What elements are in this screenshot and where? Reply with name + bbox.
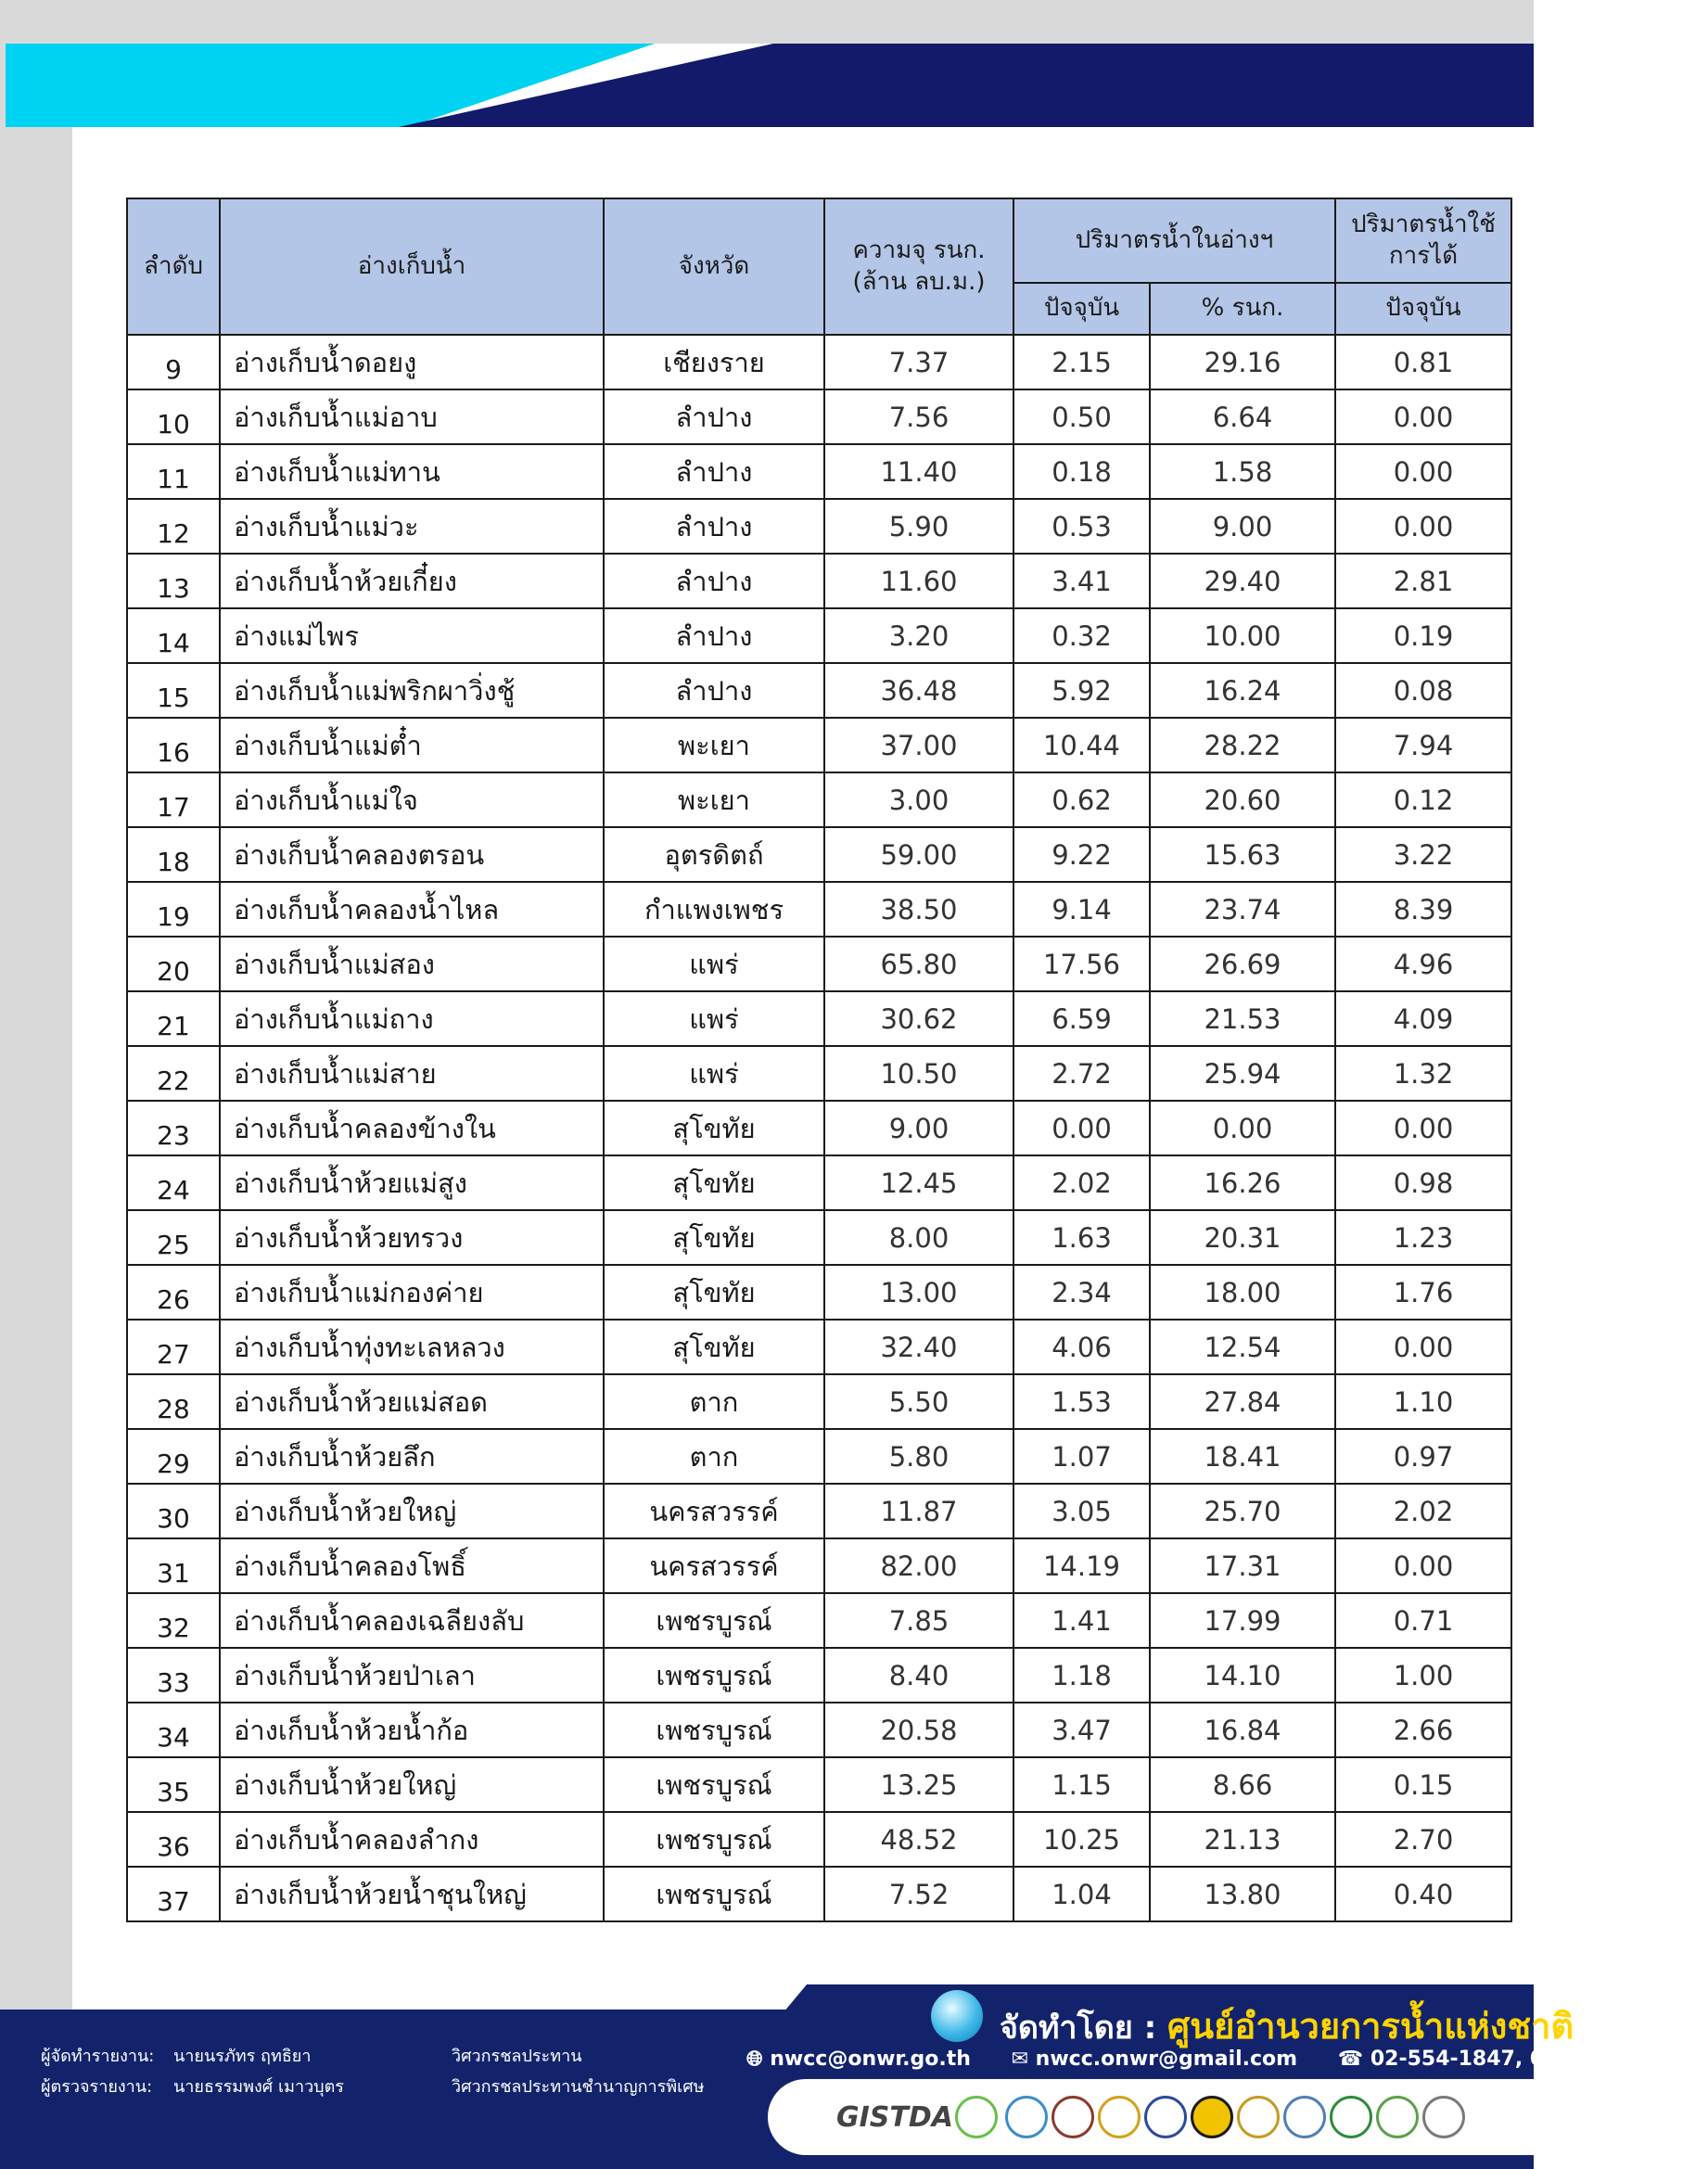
cell-volume: 2.34 — [1013, 1265, 1150, 1320]
cell-volume: 4.06 — [1013, 1320, 1150, 1374]
cell-percent: 10.00 — [1150, 608, 1335, 663]
cell-percent: 16.26 — [1150, 1155, 1335, 1210]
cell-capacity: 3.00 — [824, 772, 1013, 827]
header-province: จังหวัด — [604, 198, 824, 335]
cell-usable: 0.12 — [1335, 772, 1511, 827]
cell-index: 27 — [127, 1320, 220, 1374]
header-usable-current: ปัจจุบัน — [1335, 283, 1511, 335]
cell-volume: 1.53 — [1013, 1374, 1150, 1429]
cell-capacity: 59.00 — [824, 827, 1013, 882]
cell-reservoir: อ่างเก็บน้ำห้วยเกี๋ยง — [220, 554, 604, 608]
cell-percent: 16.24 — [1150, 663, 1335, 718]
cell-province: แพร่ — [604, 937, 824, 991]
partner-logo-5-icon — [1144, 2096, 1187, 2138]
cell-percent: 29.16 — [1150, 335, 1335, 389]
table-row — [127, 1867, 1511, 1921]
cell-capacity: 36.48 — [824, 663, 1013, 718]
cell-usable: 7.94 — [1335, 718, 1511, 772]
cell-capacity: 11.87 — [824, 1484, 1013, 1538]
cell-index: 10 — [127, 389, 220, 444]
preparer-label: ผู้จัดทำรายงาน: — [41, 2047, 155, 2066]
header-capacity — [824, 198, 1013, 335]
cell-index: 23 — [127, 1101, 220, 1155]
cell-usable: 2.81 — [1335, 554, 1511, 608]
cell-province: พะเยา — [604, 718, 824, 772]
header-usable-line2: การได้ — [1388, 241, 1459, 270]
cell-reservoir: อ่างเก็บน้ำทุ่งทะเลหลวง — [220, 1320, 604, 1374]
table-row — [127, 1538, 1511, 1593]
cell-province: พะเยา — [604, 772, 824, 827]
cell-reservoir: อ่างเก็บน้ำแม่วะ — [220, 499, 604, 554]
cell-index: 31 — [127, 1538, 220, 1593]
cell-usable: 1.00 — [1335, 1648, 1511, 1703]
cell-province: แพร่ — [604, 1046, 824, 1101]
cell-reservoir: อ่างเก็บน้ำห้วยทรวง — [220, 1210, 604, 1265]
cell-volume: 5.92 — [1013, 663, 1150, 718]
table-row — [127, 1812, 1511, 1867]
table-row — [127, 1757, 1511, 1812]
cell-usable: 0.00 — [1335, 1320, 1511, 1374]
cell-usable: 0.71 — [1335, 1593, 1511, 1648]
cell-capacity: 7.85 — [824, 1593, 1013, 1648]
cell-volume: 10.44 — [1013, 718, 1150, 772]
cell-reservoir: อ่างเก็บน้ำแม่สอง — [220, 937, 604, 991]
cell-capacity: 5.90 — [824, 499, 1013, 554]
cell-capacity: 8.40 — [824, 1648, 1013, 1703]
header-index: ลำดับ — [127, 198, 220, 335]
cell-province: ลำปาง — [604, 389, 824, 444]
cell-province: เพชรบูรณ์ — [604, 1593, 824, 1648]
cell-volume: 1.15 — [1013, 1757, 1150, 1812]
contact-row — [746, 2048, 1708, 2071]
cell-index: 21 — [127, 991, 220, 1046]
cell-percent: 0.00 — [1150, 1101, 1335, 1155]
table-row — [127, 663, 1511, 718]
cell-province: เพชรบูรณ์ — [604, 1648, 824, 1703]
cell-usable: 0.00 — [1335, 389, 1511, 444]
cell-usable: 2.02 — [1335, 1484, 1511, 1538]
cell-province: ลำปาง — [604, 608, 824, 663]
cell-usable: 2.70 — [1335, 1812, 1511, 1867]
cell-index: 13 — [127, 554, 220, 608]
cell-usable: 0.00 — [1335, 499, 1511, 554]
table-row — [127, 499, 1511, 554]
cell-usable: 1.10 — [1335, 1374, 1511, 1429]
cell-percent: 21.13 — [1150, 1812, 1335, 1867]
table-row — [127, 444, 1511, 499]
partner-logo-9-icon — [1330, 2096, 1372, 2138]
cell-percent: 6.64 — [1150, 389, 1335, 444]
table-row — [127, 554, 1511, 608]
website-link[interactable]: 🌐︎ nwcc@onwr.go.th — [746, 2048, 971, 2071]
cell-volume: 0.18 — [1013, 444, 1150, 499]
preparer-title: วิศวกรชลประทาน — [452, 2047, 582, 2066]
email-text: nwcc.onwr@gmail.com — [1035, 2048, 1298, 2071]
cell-province: กำแพงเพชร — [604, 882, 824, 937]
cell-capacity: 5.80 — [824, 1429, 1013, 1484]
cell-reservoir: อ่างเก็บน้ำห้วยน้ำชุนใหญ่ — [220, 1867, 604, 1921]
partner-logo-8-icon — [1283, 2096, 1326, 2138]
cell-reservoir: อ่างเก็บน้ำห้วยแม่สอด — [220, 1374, 604, 1429]
cell-percent: 20.31 — [1150, 1210, 1335, 1265]
table-row — [127, 1155, 1511, 1210]
table-row — [127, 772, 1511, 827]
website-text: nwcc@onwr.go.th — [770, 2048, 971, 2071]
cell-percent: 28.22 — [1150, 718, 1335, 772]
cell-province: เพชรบูรณ์ — [604, 1703, 824, 1757]
cell-reservoir: อ่างเก็บน้ำคลองโพธิ์ — [220, 1538, 604, 1593]
water-drop-icon — [931, 1990, 983, 2042]
table-row — [127, 389, 1511, 444]
cell-volume: 1.07 — [1013, 1429, 1150, 1484]
cell-volume: 14.19 — [1013, 1538, 1150, 1593]
cell-capacity: 13.25 — [824, 1757, 1013, 1812]
cell-percent: 21.53 — [1150, 991, 1335, 1046]
cell-province: สุโขทัย — [604, 1265, 824, 1320]
cell-percent: 13.80 — [1150, 1867, 1335, 1921]
cell-index: 18 — [127, 827, 220, 882]
table-row — [127, 335, 1511, 389]
cell-province: ลำปาง — [604, 444, 824, 499]
header-volume-percent: % รนก. — [1150, 283, 1335, 335]
cell-capacity: 11.60 — [824, 554, 1013, 608]
cell-index: 35 — [127, 1757, 220, 1812]
table-row — [127, 1374, 1511, 1429]
cell-percent: 1.58 — [1150, 444, 1335, 499]
table-row — [127, 1210, 1511, 1265]
cell-percent: 25.94 — [1150, 1046, 1335, 1101]
cell-percent: 25.70 — [1150, 1484, 1335, 1538]
table-row — [127, 882, 1511, 937]
cell-usable: 0.97 — [1335, 1429, 1511, 1484]
cell-usable: 1.32 — [1335, 1046, 1511, 1101]
cell-province: สุโขทัย — [604, 1320, 824, 1374]
cell-usable: 0.81 — [1335, 335, 1511, 389]
cell-percent: 18.00 — [1150, 1265, 1335, 1320]
cell-capacity: 11.40 — [824, 444, 1013, 499]
cell-reservoir: อ่างเก็บน้ำแม่ถาง — [220, 991, 604, 1046]
cell-capacity: 8.00 — [824, 1210, 1013, 1265]
cell-percent: 14.10 — [1150, 1648, 1335, 1703]
cell-index: 14 — [127, 608, 220, 663]
cell-volume: 0.62 — [1013, 772, 1150, 827]
header-usable-line1: ปริมาตรน้ำใช้ — [1351, 210, 1496, 238]
cell-index: 15 — [127, 663, 220, 718]
cell-reservoir: อ่างเก็บน้ำแม่ใจ — [220, 772, 604, 827]
cell-index: 12 — [127, 499, 220, 554]
cell-percent: 20.60 — [1150, 772, 1335, 827]
header-volume-group: ปริมาตรน้ำในอ่างฯ — [1013, 198, 1335, 283]
cell-usable: 0.98 — [1335, 1155, 1511, 1210]
cell-province: ลำปาง — [604, 554, 824, 608]
cell-capacity: 3.20 — [824, 608, 1013, 663]
cell-percent: 15.63 — [1150, 827, 1335, 882]
cell-reservoir: อ่างเก็บน้ำแม่ทาน — [220, 444, 604, 499]
partner-logo-11-icon — [1422, 2096, 1465, 2138]
cell-capacity: 82.00 — [824, 1538, 1013, 1593]
header-capacity-line1: ความจุ รนก. — [852, 236, 986, 264]
table-row — [127, 1320, 1511, 1374]
cell-index: 26 — [127, 1265, 220, 1320]
cell-province: นครสวรรค์ — [604, 1538, 824, 1593]
cell-percent: 9.00 — [1150, 499, 1335, 554]
cell-volume: 9.22 — [1013, 827, 1150, 882]
cell-reservoir: อ่างเก็บน้ำคลองเฉลียงลับ — [220, 1593, 604, 1648]
cell-province: เพชรบูรณ์ — [604, 1812, 824, 1867]
table-row — [127, 1593, 1511, 1648]
cell-reservoir: อ่างเก็บน้ำแม่อาบ — [220, 389, 604, 444]
cell-reservoir: อ่างเก็บน้ำห้วยใหญ่ — [220, 1484, 604, 1538]
cell-volume: 2.02 — [1013, 1155, 1150, 1210]
cell-province: ตาก — [604, 1374, 824, 1429]
cell-percent: 23.74 — [1150, 882, 1335, 937]
cell-reservoir: อ่างเก็บน้ำดอยงู — [220, 335, 604, 389]
cell-index: 30 — [127, 1484, 220, 1538]
table-row — [127, 1265, 1511, 1320]
cell-usable: 1.23 — [1335, 1210, 1511, 1265]
table-row — [127, 827, 1511, 882]
email-link[interactable]: ✉ nwcc.onwr@gmail.com — [1011, 2048, 1298, 2071]
cell-usable: 8.39 — [1335, 882, 1511, 937]
partner-logo-7-icon — [1237, 2096, 1280, 2138]
cell-province: สุโขทัย — [604, 1101, 824, 1155]
cell-capacity: 7.56 — [824, 389, 1013, 444]
cell-capacity: 38.50 — [824, 882, 1013, 937]
cell-capacity: 10.50 — [824, 1046, 1013, 1101]
cell-reservoir: อ่างเก็บน้ำคลองน้ำไหล — [220, 882, 604, 937]
cell-province: ลำปาง — [604, 663, 824, 718]
cell-percent: 17.99 — [1150, 1593, 1335, 1648]
cell-capacity: 7.52 — [824, 1867, 1013, 1921]
cell-reservoir: อ่างเก็บน้ำห้วยป่าเลา — [220, 1648, 604, 1703]
partner-logo-1-icon — [955, 2096, 998, 2138]
cell-index: 19 — [127, 882, 220, 937]
cell-province: ลำปาง — [604, 499, 824, 554]
gistda-logo: GISTDA — [836, 2101, 953, 2134]
cell-reservoir: อ่างเก็บน้ำคลองข้างใน — [220, 1101, 604, 1155]
cell-usable: 0.08 — [1335, 663, 1511, 718]
cell-volume: 3.05 — [1013, 1484, 1150, 1538]
cell-index: 22 — [127, 1046, 220, 1101]
table-row — [127, 1046, 1511, 1101]
partner-logo-6-icon — [1191, 2096, 1233, 2138]
header-reservoir: อ่างเก็บน้ำ — [220, 198, 604, 335]
cell-reservoir: อ่างเก็บน้ำคลองลำกง — [220, 1812, 604, 1867]
phone-text: 02-554-1847, 02-554-1800 — [1370, 2048, 1675, 2071]
header-volume-current: ปัจจุบัน — [1013, 283, 1150, 335]
cell-index: 11 — [127, 444, 220, 499]
cell-reservoir: อ่างเก็บน้ำห้วยน้ำก้อ — [220, 1703, 604, 1757]
cell-province: เพชรบูรณ์ — [604, 1757, 824, 1812]
cell-province: นครสวรรค์ — [604, 1484, 824, 1538]
cell-percent: 27.84 — [1150, 1374, 1335, 1429]
cell-capacity: 48.52 — [824, 1812, 1013, 1867]
cell-volume: 0.53 — [1013, 499, 1150, 554]
cell-usable: 2.66 — [1335, 1703, 1511, 1757]
cell-reservoir: อ่างเก็บน้ำแม่ต๋ำ — [220, 718, 604, 772]
cell-volume: 0.32 — [1013, 608, 1150, 663]
table-row — [127, 608, 1511, 663]
cell-usable: 4.96 — [1335, 937, 1511, 991]
cell-reservoir: อ่างเก็บน้ำห้วยใหญ่ — [220, 1757, 604, 1812]
cell-index: 29 — [127, 1429, 220, 1484]
cell-volume: 2.15 — [1013, 335, 1150, 389]
cell-percent: 26.69 — [1150, 937, 1335, 991]
cell-volume: 10.25 — [1013, 1812, 1150, 1867]
cell-province: เชียงราย — [604, 335, 824, 389]
produced-by — [1000, 1997, 1574, 2054]
reviewer-title: วิศวกรชลประทานชำนาญการพิเศษ — [452, 2077, 705, 2097]
left-margin — [0, 44, 72, 2010]
cell-capacity: 32.40 — [824, 1320, 1013, 1374]
header-capacity-line2: (ล้าน ลบ.ม.) — [852, 267, 986, 296]
reservoir-table — [126, 198, 1512, 1922]
preparer-name: นายนรภัทร ฤทธิยา — [173, 2047, 312, 2066]
cell-index: 36 — [127, 1812, 220, 1867]
reviewer-name: นายธรรมพงศ์ เมาวบุตร — [173, 2077, 344, 2097]
cell-index: 24 — [127, 1155, 220, 1210]
cell-capacity: 9.00 — [824, 1101, 1013, 1155]
cell-reservoir: อ่างแม่ไพร — [220, 608, 604, 663]
cell-province: สุโขทัย — [604, 1210, 824, 1265]
cell-reservoir: อ่างเก็บน้ำคลองตรอน — [220, 827, 604, 882]
cell-capacity: 30.62 — [824, 991, 1013, 1046]
table-row — [127, 937, 1511, 991]
cell-capacity: 7.37 — [824, 335, 1013, 389]
partner-logo-4-icon — [1098, 2096, 1141, 2138]
cell-usable: 0.00 — [1335, 1538, 1511, 1593]
cell-province: เพชรบูรณ์ — [604, 1867, 824, 1921]
cell-province: สุโขทัย — [604, 1155, 824, 1210]
cell-index: 25 — [127, 1210, 220, 1265]
cell-usable: 0.19 — [1335, 608, 1511, 663]
cell-usable: 0.15 — [1335, 1757, 1511, 1812]
header-usable-group — [1335, 198, 1511, 283]
cell-index: 17 — [127, 772, 220, 827]
table-row — [127, 718, 1511, 772]
cell-volume: 1.41 — [1013, 1593, 1150, 1648]
cell-index: 33 — [127, 1648, 220, 1703]
cell-capacity: 20.58 — [824, 1703, 1013, 1757]
cell-capacity: 13.00 — [824, 1265, 1013, 1320]
cell-percent: 12.54 — [1150, 1320, 1335, 1374]
table-row — [127, 1703, 1511, 1757]
cell-usable: 0.00 — [1335, 1101, 1511, 1155]
cell-reservoir: อ่างเก็บน้ำห้วยแม่สูง — [220, 1155, 604, 1210]
cell-percent: 16.84 — [1150, 1703, 1335, 1757]
organization-name: ศูนย์อำนวยการน้ำแห่งชาติ — [1167, 2006, 1574, 2047]
partner-logo-10-icon — [1376, 2096, 1419, 2138]
cell-index: 16 — [127, 718, 220, 772]
cell-index: 37 — [127, 1867, 220, 1921]
cell-usable: 3.22 — [1335, 827, 1511, 882]
cell-volume: 1.04 — [1013, 1867, 1150, 1921]
cell-volume: 0.00 — [1013, 1101, 1150, 1155]
cell-volume: 0.50 — [1013, 389, 1150, 444]
cell-index: 28 — [127, 1374, 220, 1429]
cell-province: ตาก — [604, 1429, 824, 1484]
cell-index: 20 — [127, 937, 220, 991]
cell-volume: 1.18 — [1013, 1648, 1150, 1703]
cell-volume: 3.47 — [1013, 1703, 1150, 1757]
partner-logo-2-icon — [1005, 2096, 1048, 2138]
table-row — [127, 1101, 1511, 1155]
table-body — [127, 335, 1511, 1921]
produced-by-label: จัดทำโดย : — [1000, 2010, 1157, 2047]
phone-link[interactable]: ☎ 02-554-1847, 02-554-1800 — [1337, 2048, 1675, 2071]
cell-index: 32 — [127, 1593, 220, 1648]
cell-percent: 18.41 — [1150, 1429, 1335, 1484]
cell-usable: 1.76 — [1335, 1265, 1511, 1320]
cell-reservoir: อ่างเก็บน้ำห้วยลึก — [220, 1429, 604, 1484]
cell-volume: 1.63 — [1013, 1210, 1150, 1265]
cell-usable: 4.09 — [1335, 991, 1511, 1046]
cell-index: 9 — [127, 335, 220, 389]
cell-volume: 2.72 — [1013, 1046, 1150, 1101]
cell-volume: 17.56 — [1013, 937, 1150, 991]
cell-percent: 17.31 — [1150, 1538, 1335, 1593]
cell-reservoir: อ่างเก็บน้ำแม่สาย — [220, 1046, 604, 1101]
table-row — [127, 1484, 1511, 1538]
cell-percent: 29.40 — [1150, 554, 1335, 608]
top-margin — [0, 0, 1534, 44]
table-row — [127, 1429, 1511, 1484]
cell-usable: 0.00 — [1335, 444, 1511, 499]
reviewer-label: ผู้ตรวจรายงาน: — [41, 2077, 153, 2097]
cell-index: 34 — [127, 1703, 220, 1757]
cell-volume: 6.59 — [1013, 991, 1150, 1046]
cell-volume: 9.14 — [1013, 882, 1150, 937]
table-row — [127, 1648, 1511, 1703]
cell-reservoir: อ่างเก็บน้ำแม่พริกผาวิ่งชู้ — [220, 663, 604, 718]
cell-volume: 3.41 — [1013, 554, 1150, 608]
cell-reservoir: อ่างเก็บน้ำแม่กองค่าย — [220, 1265, 604, 1320]
cell-province: อุตรดิตถ์ — [604, 827, 824, 882]
cell-percent: 8.66 — [1150, 1757, 1335, 1812]
cell-usable: 0.40 — [1335, 1867, 1511, 1921]
cell-capacity: 12.45 — [824, 1155, 1013, 1210]
cell-capacity: 37.00 — [824, 718, 1013, 772]
cell-province: แพร่ — [604, 991, 824, 1046]
cell-capacity: 5.50 — [824, 1374, 1013, 1429]
cell-capacity: 65.80 — [824, 937, 1013, 991]
partner-logo-3-icon — [1052, 2096, 1094, 2138]
table-row — [127, 991, 1511, 1046]
